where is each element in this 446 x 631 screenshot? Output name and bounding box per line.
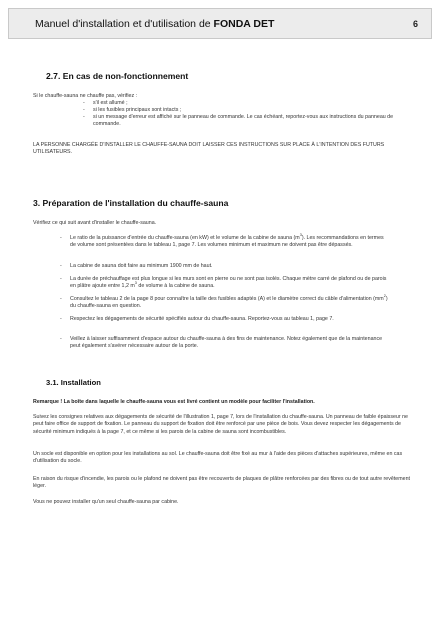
check-item: - s'il est allumé ; xyxy=(83,100,383,107)
section-3-intro: Vérifiez ce qui suit avant d'installer le chauffe-sauna. xyxy=(33,220,157,226)
prep-item: - Veillez à laisser suffisamment d'espace autour du chauffe-sauna à des fins de maintenance. Notez également que de la maintenance peut également s'avérer nécessaire autour de la porte. xyxy=(60,336,383,350)
section-2-7-title: 2.7. En cas de non-fonctionnement xyxy=(46,71,189,81)
prep-item-text-end: de volume à la cabine de sauna. xyxy=(136,283,215,290)
installation-paragraph: Vous ne pouvez installer qu'un seul chauffe-sauna par cabine. xyxy=(33,499,179,505)
prep-item: - Respectez les dégagements de sécurité spécifiés autour du chauffe-sauna. Reportez-vous au tableau 1, page 7. xyxy=(60,316,334,322)
section-3-title: 3. Préparation de l'installation du chauffe-sauna xyxy=(33,198,229,208)
page-header xyxy=(8,8,432,39)
installation-paragraph: Un socle est disponible en option pour les installations au sol. Le chauffe-sauna doit être fixé au mur à l'aide des pièces d'attaches supérieures, même en cas d'utilisation du socle. xyxy=(33,451,403,465)
prep-item: - Le ratio de la puissance d'entrée du chauffe-sauna (en kW) et le volume de la cabine de sauna $(m^3)$. Les recommandations en termes de volume sont présentées dans le tableau 1, page 7. Les volumes minimum et maximum ne doivent pas être dépassés. xyxy=(60,233,384,249)
check-item-text: si un message d'erreur est affiché sur le panneau de commande. Le cas échéant, reportez-vous aux instructions du panneau de commande. xyxy=(93,114,394,128)
check-item: - si un message d'erreur est affiché sur le panneau de commande. Le cas échéant, reportez-vous aux instructions du panneau de commande. xyxy=(83,114,403,129)
section-2-7-intro: Si le chauffe-sauna ne chauffe pas, vérifiez : xyxy=(33,93,138,99)
header-title xyxy=(35,18,274,30)
prep-item: - Consultez le tableau 2 de la page 8 pour connaître la taille des fusibles adaptés (A) et le diamètre correct du câble d'alimentation $(mm^2)$ du chauffe-sauna en question. xyxy=(60,294,388,310)
prep-item-sup: 3 xyxy=(134,281,137,286)
prep-item-sup: 2 xyxy=(383,294,386,299)
installation-remark: Remarque ! La boîte dans laquelle le chauffe-sauna vous est livré contient un modèle pour faciliter l'installation. xyxy=(33,399,315,405)
header-title-brand: FONDA DET xyxy=(213,18,275,30)
installer-warning: LA PERSONNE CHARGÉE D'INSTALLER LE CHAUFFE-SAUNA DOIT LAISSER CES INSTRUCTIONS SUR PLACE À L'INTENTION DES FUTURS UTILISATEURS. xyxy=(33,142,385,156)
prep-item-text: La cabine de sauna doit faire au minimum 1900 mm de haut. xyxy=(70,263,213,269)
prep-item: - La cabine de sauna doit faire au minimum 1900 mm de haut. xyxy=(60,263,213,269)
prep-item-text-end: ) du chauffe-sauna en question. xyxy=(70,296,388,310)
prep-item-text: Respectez les dégagements de sécurité spécifiés autour du chauffe-sauna. Reportez-vous au tableau 1, page 7. xyxy=(70,316,334,322)
prep-item: - La durée de préchauffage est plus longue si les murs sont en pierre ou ne sont pas isolés. Chaque mètre carré de plafond ou de parois en plâtre ajoute entre 1,2 $m^3$ de volume à la cabine de sauna. xyxy=(60,276,387,290)
prep-item-text: Veillez à laisser suffisamment d'espace autour du chauffe-sauna à des fins de maintenance. Notez également que de la maintenance peut également s'avérer nécessaire autour de la porte. xyxy=(70,336,383,350)
section-3-1-title: 3.1. Installation xyxy=(46,378,101,387)
installation-paragraph: En raison du risque d'incendie, les parois ou le plafond ne doivent pas être recouverts de plaques de plâtre renforcées par des fibres ou de tout autre revêtement léger. xyxy=(33,476,411,490)
installation-paragraph: Suivez les consignes relatives aux dégagements de sécurité de l'illustration 1, page 7, lors de l'installation du chauffe-sauna. Un panneau de faible épaisseur ne peut faire office de support de fixation. Le panneau du support de fixation doit être renforcé par une pièce de bois. Vous devez respecter les dégagements de sécurité minimum indiqués à la page 7, et ce même si les parois de la cabine de sauna sont incombustibles. xyxy=(33,414,409,435)
prep-item-text: La durée de préchauffage est plus longue si les murs sont en pierre ou ne sont pas isolés. Chaque mètre carré de plafond ou de parois en plâtre ajoute entre 1,2 m xyxy=(70,276,387,290)
header-title-prefix: Manuel d'installation et d'utilisation de xyxy=(35,18,211,30)
check-item-text: s'il est allumé ; xyxy=(93,100,128,106)
check-item-text: si les fusibles principaux sont intacts ; xyxy=(93,107,182,113)
prep-item-text: Consultez le tableau 2 de la page 8 pour connaître la taille des fusibles adaptés (A) et le diamètre correct du câble d'alimentation (mm xyxy=(70,296,384,302)
page-number: 6 xyxy=(412,19,418,29)
prep-item-sup: 3 xyxy=(299,233,302,238)
prep-item-text-end: ). Les recommandations en termes de volume sont présentées dans le tableau 1, page 7. Les volumes minimum et maximum ne doivent pas être dépassés. xyxy=(70,235,384,249)
prep-item-text: Le ratio de la puissance d'entrée du chauffe-sauna (en kW) et le volume de la cabine de sauna (m xyxy=(70,235,300,241)
check-item: - si les fusibles principaux sont intacts ; xyxy=(83,107,383,114)
